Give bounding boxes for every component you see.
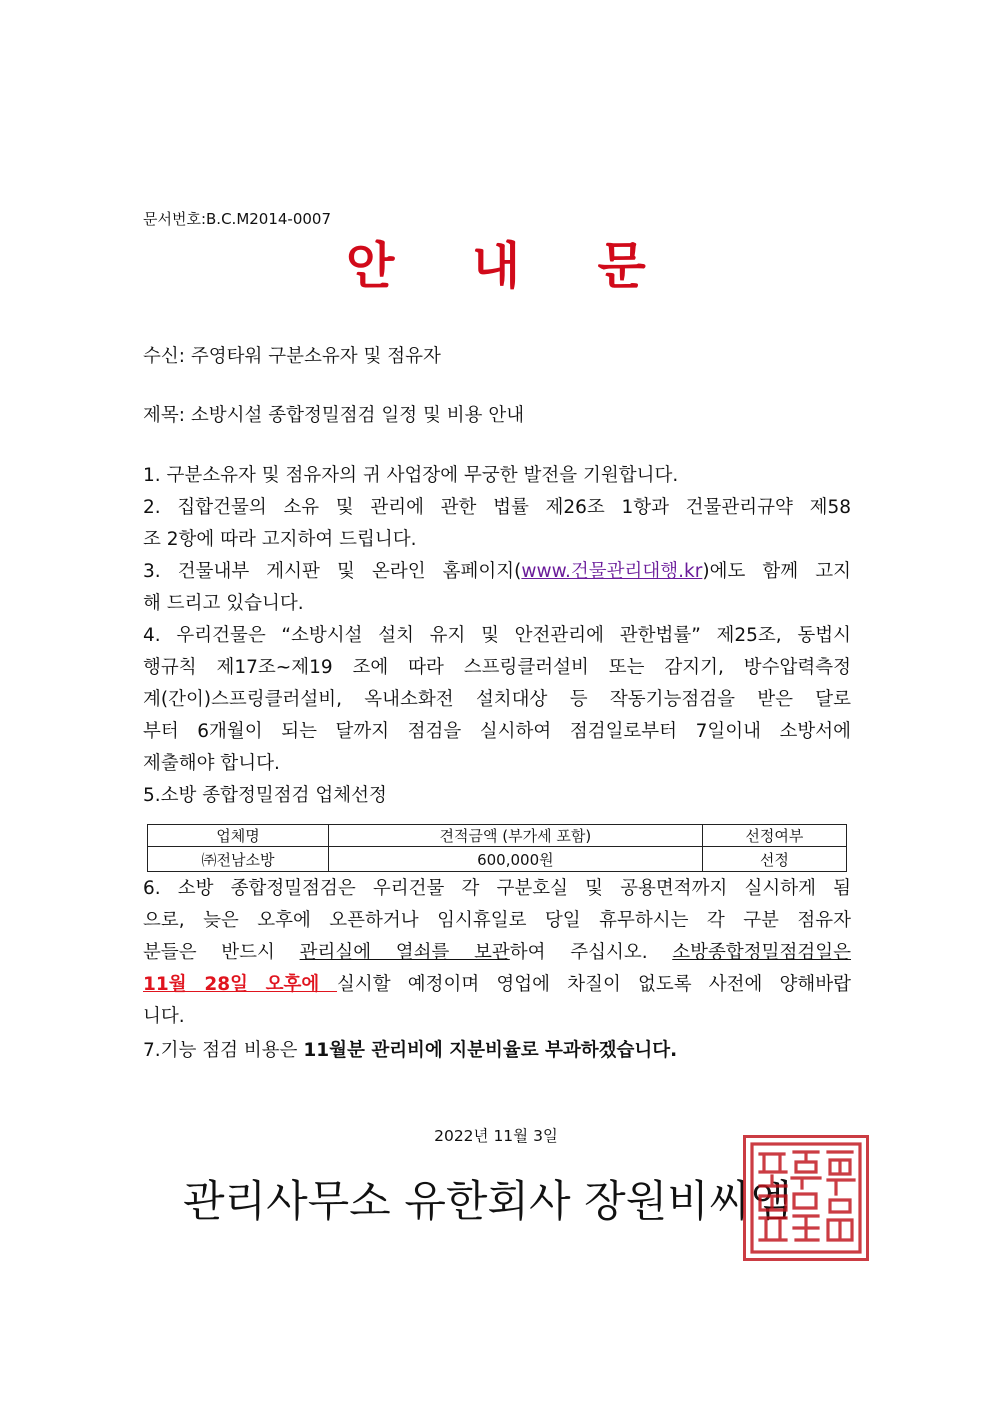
paragraph-6-line-1: 6. 소방 종합정밀점검은 우리건물 각 구분호실 및 공용면적까지 실시하게 됨 bbox=[143, 878, 851, 899]
paragraph-6-text-c: 하여 주십시오. bbox=[509, 942, 673, 963]
issuer-name: 관리사무소 유한회사 장원비씨엠 bbox=[183, 1177, 792, 1227]
paragraph-6-line-3 bbox=[143, 937, 851, 969]
paragraph-4-line-1: 4. 우리건물은 “소방시설 설치 유지 및 안전관리에 관한법률” 제25조, 동법시 bbox=[143, 625, 851, 646]
paragraph-3-line-2: 해 드리고 있습니다. bbox=[143, 593, 304, 614]
cell-quote-amount: 600,000원 bbox=[329, 847, 703, 872]
paragraph-1 bbox=[143, 460, 851, 492]
cell-selection-status: 선정 bbox=[702, 847, 846, 872]
paragraph-4-line-5: 제출해야 합니다. bbox=[143, 753, 280, 774]
inspection-date: 11월 28일 오후에 bbox=[143, 974, 338, 995]
paragraph-3-text-before: 3. 건물내부 게시판 및 온라인 홈페이지( bbox=[143, 561, 522, 582]
paragraph-3-text-after: )에도 함께 고지 bbox=[702, 561, 851, 582]
document-number: 문서번호:B.C.M2014-0007 bbox=[143, 210, 332, 228]
recipient-line: 수신: 주영타워 구분소유자 및 점유자 bbox=[143, 346, 441, 367]
paragraph-3-line-1 bbox=[143, 556, 851, 588]
paragraph-4-line-3: 계(간이)스프링클러설비, 옥내소화전 설치대상 등 작동기능점검을 받은 달로 bbox=[143, 689, 851, 710]
paragraph-2-line-2: 조 2항에 따라 고지하여 드립니다. bbox=[143, 529, 417, 550]
billing-notice: 11월분 관리비에 지분비율로 부과하겠습니다. bbox=[303, 1040, 678, 1061]
paragraph-2 bbox=[143, 492, 851, 556]
paragraph-4-line-2: 행규칙 제17조~제19 조에 따라 스프링클러설비 또는 감지기, 방수압력측정 bbox=[143, 657, 851, 678]
header-quote-amount: 견적금액 (부가세 포함) bbox=[329, 825, 703, 847]
paragraph-6-line-5: 니다. bbox=[143, 1006, 185, 1027]
paragraph-6-line-2: 으로, 늦은 오후에 오픈하거나 임시휴일로 당일 휴무하시는 각 구분 점유자 bbox=[143, 910, 851, 931]
header-selection-status: 선정여부 bbox=[702, 825, 846, 847]
seal-graphic bbox=[746, 1138, 866, 1258]
paragraph-2-line-1: 2. 집합건물의 소유 및 관리에 관한 법률 제26조 1항과 건물관리규약 제58 bbox=[143, 497, 851, 518]
paragraph-7-text: 7.기능 점검 비용은 bbox=[143, 1040, 304, 1061]
page-title: 안 내 문 bbox=[346, 237, 676, 295]
paragraph-1-text: 1. 구분소유자 및 점유자의 귀 사업장에 무궁한 발전을 기원합니다. bbox=[143, 465, 679, 486]
paragraph-4 bbox=[143, 620, 851, 780]
homepage-link[interactable]: www.건물관리대행.kr bbox=[521, 561, 703, 582]
paragraph-7-line bbox=[143, 1035, 851, 1067]
paragraph-5-text: 5.소방 종합정밀점검 업체선정 bbox=[143, 785, 387, 806]
paragraph-5 bbox=[143, 780, 851, 812]
paragraph-6-line-4 bbox=[143, 969, 851, 1001]
paragraph-4-line-4: 부터 6개월이 되는 달까지 점검을 실시하여 점검일로부터 7일이내 소방서에 bbox=[143, 721, 851, 742]
issue-date: 2022년 11월 3일 bbox=[434, 1127, 558, 1145]
vendor-table-header-row bbox=[148, 825, 847, 847]
paragraph-3 bbox=[143, 556, 851, 620]
vendor-table bbox=[147, 824, 847, 872]
paragraph-6 bbox=[143, 873, 851, 1033]
key-storage-notice: 관리실에 열쇠를 보관 bbox=[299, 942, 510, 963]
header-vendor-name: 업체명 bbox=[148, 825, 329, 847]
subject-line: 제목: 소방시설 종합정밀점검 일정 및 비용 안내 bbox=[143, 405, 525, 426]
inspection-date-label: 소방종합정밀점검일은 bbox=[672, 942, 851, 963]
cell-vendor-name: ㈜전남소방 bbox=[148, 847, 329, 872]
paragraph-6-text-rest: 실시할 예정이며 영업에 차질이 없도록 사전에 양해바랍 bbox=[337, 974, 852, 995]
table-row bbox=[148, 847, 847, 872]
paragraph-6-text-a: 분들은 반드시 bbox=[143, 942, 300, 963]
company-seal-stamp bbox=[743, 1135, 869, 1261]
paragraph-7 bbox=[143, 1035, 851, 1067]
